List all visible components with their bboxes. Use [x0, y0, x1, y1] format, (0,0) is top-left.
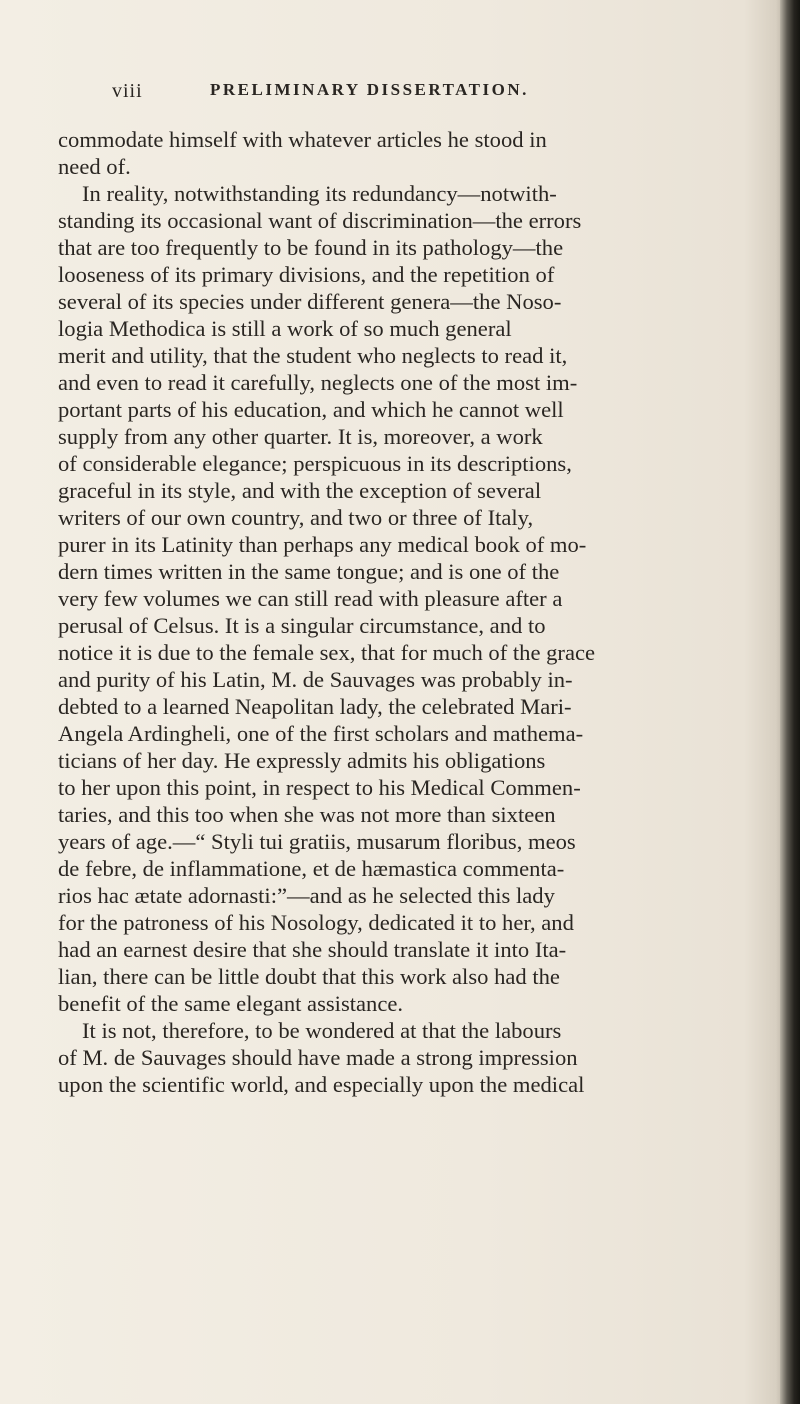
text-line: de febre, de inflammatione, et de hæmastica commenta-: [58, 856, 565, 881]
text-line: Angela Ardingheli, one of the first scholars and mathema-: [58, 721, 584, 746]
text-line: purer in its Latinity than perhaps any medical book of mo-: [58, 532, 587, 557]
text-line: dern times written in the same tongue; and is one of the: [58, 559, 560, 584]
text-line: commodate himself with whatever articles he stood in: [58, 127, 547, 152]
text-line: perusal of Celsus. It is a singular circumstance, and to: [58, 613, 546, 638]
text-line: rios hac ætate adornasti:”—and as he selected this lady: [58, 883, 555, 908]
text-line: need of.: [58, 154, 131, 179]
text-line: standing its occasional want of discrimination—the errors: [58, 208, 582, 233]
text-line: several of its species under different genera—the Noso-: [58, 289, 562, 314]
text-line: merit and utility, that the student who neglects to read it,: [58, 343, 568, 368]
text-line: notice it is due to the female sex, that for much of the grace: [58, 640, 596, 665]
text-line: that are too frequently to be found in its pathology—the: [58, 235, 564, 260]
text-line: ticians of her day. He expressly admits his obligations: [58, 748, 546, 773]
text-line: to her upon this point, in respect to his Medical Commen-: [58, 775, 581, 800]
text-line: of M. de Sauvages should have made a strong impression: [58, 1045, 578, 1070]
text-line: logia Methodica is still a work of so much general: [58, 316, 512, 341]
text-line: years of age.—“ Styli tui gratiis, musarum floribus, meos: [58, 829, 576, 854]
paragraph-start-line: It is not, therefore, to be wondered at that the labours: [82, 1018, 562, 1043]
text-line: lian, there can be little doubt that this work also had the: [58, 964, 560, 989]
text-line: supply from any other quarter. It is, moreover, a work: [58, 424, 543, 449]
paragraph-start-line: In reality, notwithstanding its redundancy—notwith-: [82, 181, 557, 206]
body-text: [58, 126, 642, 1098]
page-number: viii: [112, 80, 143, 102]
text-line: benefit of the same elegant assistance.: [58, 991, 404, 1016]
running-head: PRELIMINARY DISSERTATION.: [210, 80, 529, 99]
text-line: graceful in its style, and with the exception of several: [58, 478, 542, 503]
text-line: of considerable elegance; perspicuous in its descriptions,: [58, 451, 572, 476]
text-line: upon the scientific world, and especially upon the medical: [58, 1072, 585, 1097]
page-header: [112, 80, 652, 112]
page-binding-edge: [780, 0, 800, 1404]
text-line: for the patroness of his Nosology, dedicated it to her, and: [58, 910, 574, 935]
text-line: and purity of his Latin, M. de Sauvages was probably in-: [58, 667, 573, 692]
text-line: portant parts of his education, and which he cannot well: [58, 397, 564, 422]
text-line: taries, and this too when she was not more than sixteen: [58, 802, 556, 827]
text-line: debted to a learned Neapolitan lady, the celebrated Mari-: [58, 694, 572, 719]
text-line: very few volumes we can still read with pleasure after a: [58, 586, 563, 611]
text-line: and even to read it carefully, neglects one of the most im-: [58, 370, 578, 395]
text-line: writers of our own country, and two or three of Italy,: [58, 505, 534, 530]
text-line: had an earnest desire that she should translate it into Ita-: [58, 937, 567, 962]
text-line: looseness of its primary divisions, and the repetition of: [58, 262, 555, 287]
